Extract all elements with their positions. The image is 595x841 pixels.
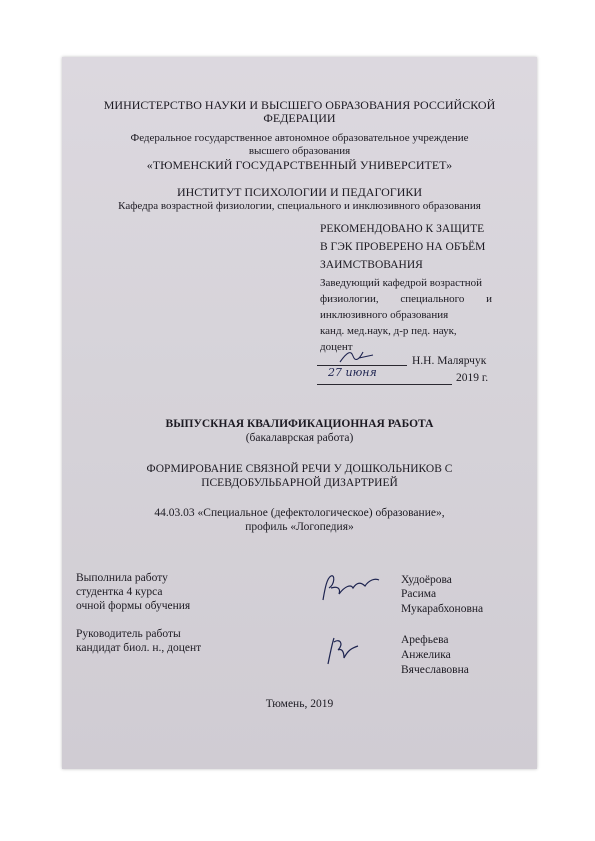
supervisor-surname: Арефьева — [401, 634, 449, 646]
author-label-line-2: студентка 4 курса — [76, 586, 163, 598]
institution-type-line-1: Федеральное государственное автономное образовательное учреждение — [130, 132, 469, 144]
program-line-2: профиль «Логопедия» — [245, 521, 354, 533]
institute-name: ИНСТИТУТ ПСИХОЛОГИИ И ПЕДАГОГИКИ — [176, 185, 423, 199]
author-label-line-1: Выполнила работу — [76, 572, 168, 584]
university-name: «ТЮМЕНСКИЙ ГОСУДАРСТВЕННЫЙ УНИВЕРСИТЕТ» — [146, 158, 453, 172]
author-name: Расима — [401, 588, 437, 600]
author-signature — [317, 570, 387, 606]
supervisor-name: Анжелика — [401, 649, 451, 661]
head-of-department-line-1: Заведующий кафедрой возрастной — [320, 277, 483, 289]
work-subtype: (бакалаврская работа) — [245, 432, 354, 444]
supervisor-patronymic: Вячеславовна — [401, 664, 469, 676]
head-name: Н.Н. Малярчук — [412, 355, 487, 367]
program-line-1: 44.03.03 «Специальное (дефектологическое) образование», — [154, 507, 445, 519]
supervisor-label-line-2: кандидат биол. н., доцент — [76, 642, 202, 654]
date-handwritten: 27 июня — [328, 366, 377, 379]
topic-line-1: ФОРМИРОВАНИЕ СВЯЗНОЙ РЕЧИ У ДОШКОЛЬНИКОВ С — [146, 463, 453, 475]
head-of-department-line-5: доцент — [320, 341, 353, 353]
head-of-department-line-4: канд. мед.наук, д-р пед. наук, — [320, 325, 457, 337]
work-type: ВЫПУСКНАЯ КВАЛИФИКАЦИОННАЯ РАБОТА — [165, 418, 434, 430]
approval-signature — [337, 346, 377, 368]
department-name: Кафедра возрастной физиологии, специального и инклюзивного образования — [118, 200, 481, 212]
ministry-line-1: МИНИСТЕРСТВО НАУКИ И ВЫСШЕГО ОБРАЗОВАНИЯ РОССИЙСКОЙ — [103, 98, 496, 112]
approval-line-3: ЗАИМСТВОВАНИЯ — [320, 259, 423, 271]
author-label-line-3: очной формы обучения — [76, 600, 191, 612]
author-surname: Худоёрова — [401, 574, 452, 586]
ministry-line-2: ФЕДЕРАЦИИ — [263, 111, 336, 125]
approval-line-2: В ГЭК ПРОВЕРЕНО НА ОБЪЁМ — [320, 241, 486, 253]
institution-type-line-2: высшего образования — [248, 145, 351, 157]
city-year: Тюмень, 2019 — [265, 698, 334, 710]
supervisor-signature — [320, 634, 366, 668]
head-line2-word-c: и — [486, 293, 492, 305]
supervisor-label-line-1: Руководитель работы — [76, 628, 181, 640]
approval-year: 2019 г. — [456, 372, 489, 384]
head-line2-word-a: физиологии, — [320, 293, 379, 305]
head-line2-word-b: специального — [400, 293, 465, 305]
approval-line-1: РЕКОМЕНДОВАНО К ЗАЩИТЕ — [320, 223, 485, 235]
date-rule — [317, 384, 452, 385]
title-page-sheet — [62, 57, 537, 769]
head-of-department-line-2 — [320, 292, 492, 306]
author-patronymic: Мукарабхоновна — [401, 603, 484, 615]
head-of-department-line-3: инклюзивного образования — [320, 309, 449, 321]
topic-line-2: ПСЕВДОБУЛЬБАРНОЙ ДИЗАРТРИЕЙ — [201, 477, 398, 489]
